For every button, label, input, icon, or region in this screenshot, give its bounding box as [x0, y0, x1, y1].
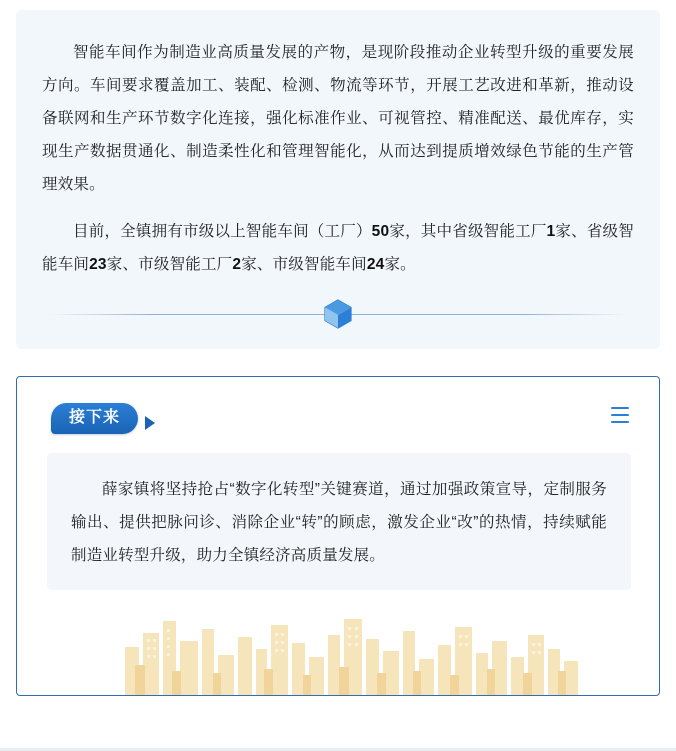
stat-text-part-3: 家、省级智能车间: [42, 223, 634, 273]
badge-tail-decoration: [145, 416, 155, 430]
stat-text-part-5: 家、市级智能车间: [241, 256, 367, 273]
paragraph-next-steps: 薛家镇将坚持抢占“数字化转型”关键赛道，通过加强政策宣导，定制服务输出、提供把脉问诊、消除企业“转”的顾虑，激发企业“改”的热情，持续赋能制造业转型升级，助力全镇经济高质量发展。: [71, 481, 607, 564]
stat-text-part-1: 目前，全镇拥有市级以上智能车间（工厂）: [73, 223, 372, 240]
stat-text-part-2: 家，其中省级智能工厂: [389, 223, 547, 240]
stat-text-part-4: 家、市级智能工厂: [106, 256, 233, 273]
hamburger-menu-icon[interactable]: [611, 407, 629, 423]
paragraph-statistics: [42, 215, 634, 281]
hamburger-line-3: [611, 421, 629, 423]
stat-value-total: 50: [371, 223, 390, 240]
section-divider: [42, 297, 634, 331]
stat-value-provincial-factory: 1: [546, 223, 556, 240]
intro-card: [16, 10, 660, 349]
hamburger-line-1: [611, 407, 629, 409]
stat-value-city-factory: 2: [232, 256, 242, 273]
hamburger-line-2: [611, 414, 629, 416]
next-steps-badge: 接下来: [51, 403, 138, 434]
stat-value-provincial-workshop: 23: [89, 256, 107, 273]
next-steps-card: [16, 376, 660, 696]
next-steps-text-box: [47, 453, 631, 590]
card-header: [17, 377, 659, 433]
paragraph-smart-workshop: 智能车间作为制造业高质量发展的产物，是现阶段推动企业转型升级的重要发展方向。车间要求覆盖加工、装配、检测、物流等环节，开展工艺改进和革新，推动设备联网和生产环节数字化连接，强化标准作业、可视管控、精准配送、最优库存，实现生产数据贯通化、制造柔性化和管理智能化，从而达到提质增效绿色节能的生产管理效果。: [42, 44, 634, 193]
stat-text-part-6: 家。: [384, 256, 416, 273]
city-skyline-illustration: [17, 585, 660, 695]
cube-icon: [320, 297, 356, 331]
stat-value-city-workshop: 24: [366, 256, 385, 273]
